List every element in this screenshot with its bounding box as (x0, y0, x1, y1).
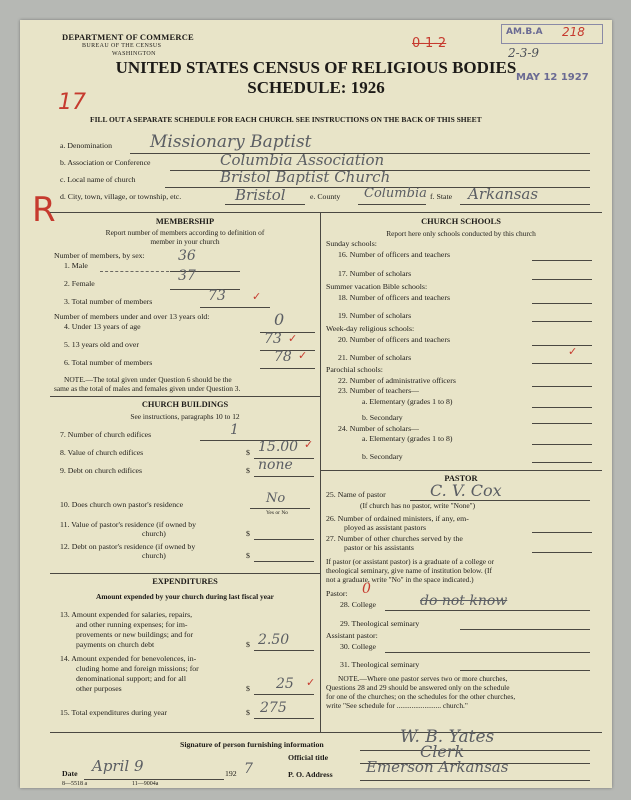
q6-value: 78 (274, 349, 292, 365)
q29-label: 29. Theological seminary (340, 619, 420, 628)
q5-label: 5. 13 years old and over (64, 340, 139, 349)
q25-hint: (If church has no pastor, write "None") (360, 501, 476, 510)
q18-label: 18. Number of officers and teachers (338, 293, 451, 302)
city-name: WASHINGTON (112, 51, 156, 57)
q7-label: 7. Number of church edifices (60, 430, 152, 439)
q4-label: 4. Under 13 years of age (64, 322, 141, 331)
q13-label-2: and other running expenses; for im- (76, 620, 188, 629)
local-name-label: c. Local name of church (60, 175, 136, 184)
q30-label: 30. College (340, 642, 376, 651)
q24-label: 24. Number of scholars— (338, 424, 419, 433)
q1-label: 1. Male (64, 261, 88, 270)
q15-label: 15. Total expenditures during year (60, 708, 167, 717)
handwritten-date: 2-3-9 (508, 46, 540, 60)
year-printed: 192 (225, 769, 237, 778)
q11-label-cont: church) (142, 529, 166, 538)
membership-intro-1: Report number of members according to definition of (105, 228, 265, 237)
local-name-value: Bristol Baptist Church (220, 168, 391, 186)
graduate-note-3: not a graduate, write "No" in the space indicated.) (326, 575, 474, 584)
q24b-label: b. Secondary (362, 452, 403, 461)
official-title-label: Official title (288, 753, 329, 762)
pastor-graduate-value: 0 (362, 581, 371, 597)
signature-label: Signature of person furnishing information (180, 740, 324, 749)
crossed-mark: 0-1-2 (412, 36, 447, 51)
year-handwritten: 7 (244, 761, 253, 777)
q31-label: 31. Theological seminary (340, 660, 420, 669)
q4-value: 0 (274, 310, 285, 329)
q27-label: 27. Number of other churches served by the (326, 534, 463, 543)
form-subtitle: SCHEDULE: 1926 (247, 78, 385, 97)
state-label: f. State (430, 192, 453, 201)
association-value: Columbia Association (220, 151, 385, 169)
print-code: 11—9004a (132, 781, 159, 787)
association-label: b. Association or Conference (60, 158, 151, 167)
q3-label: 3. Total number of members (64, 297, 153, 306)
q24a-label: a. Elementary (grades 1 to 8) (362, 434, 453, 443)
q10-value: No (266, 491, 286, 506)
sunday-schools-label: Sunday schools: (326, 239, 377, 248)
assistant-pastor-subheading: Assistant pastor: (326, 631, 378, 640)
q15-value: 275 (260, 700, 287, 716)
q23b-label: b. Secondary (362, 413, 403, 422)
q14-label: 14. Amount expended for benevolences, in- (60, 654, 197, 663)
weekday-schools-label: Week-day religious schools: (326, 324, 415, 333)
q3-value: 73 (208, 288, 226, 304)
q23-label: 23. Number of teachers— (338, 386, 419, 395)
county-value: Columbia (364, 186, 427, 201)
denomination-label: a. Denomination (60, 141, 112, 150)
by-sex-label: Number of members, by sex: (54, 251, 145, 260)
q3-check-mark: ✓ (252, 290, 262, 303)
date-value: April 9 (92, 757, 144, 775)
buildings-heading: CHURCH BUILDINGS (141, 400, 229, 409)
buildings-intro: See instructions, paragraphs 10 to 12 (130, 412, 240, 421)
graduate-note-2: theological seminary, give name of institution below. (If (326, 566, 492, 575)
q5-check-mark: ✓ (288, 332, 298, 345)
q26-label: 26. Number of ordained ministers, if any, em- (326, 514, 469, 523)
q21-label: 21. Number of scholars (338, 353, 412, 362)
q22-label: 22. Number of administrative officers (338, 376, 456, 385)
summer-schools-label: Summer vacation Bible schools: (326, 282, 428, 291)
membership-intro-2: member in your church (150, 237, 220, 246)
q23a-label: a. Elementary (grades 1 to 8) (362, 397, 453, 406)
q21-check-mark: ✓ (568, 345, 578, 358)
pastor-note-4: write "See schedule for ........................ church." (326, 701, 468, 710)
q27-label-cont: pastor or his assistants (344, 543, 414, 552)
q10-label: 10. Does church own pastor's residence (60, 500, 184, 509)
pastor-note-1: NOTE.—Where one pastor serves two or more churches, (338, 674, 508, 683)
q14-value: 25 (276, 676, 294, 692)
pastor-heading: PASTOR (444, 474, 478, 483)
q11-label: 11. Value of pastor's residence (if owned by (60, 520, 197, 529)
stamp-date: MAY 12 1927 (516, 72, 589, 83)
date-label: Date (62, 769, 78, 778)
q14-label-3: denominational support; and for all (76, 674, 186, 683)
pastor-note-2: Questions 28 and 29 should be answered only on the schedule (326, 683, 510, 692)
signature-value: W. B. Yates (400, 727, 495, 747)
q5-value: 73 (264, 331, 282, 347)
q14-dollar: $ (246, 684, 250, 693)
pastor-subheading: Pastor: (326, 589, 348, 598)
q9-label: 9. Debt on church edifices (60, 466, 143, 475)
graduate-note-1: If pastor (or assistant pastor) is a graduate of a college or (326, 557, 495, 566)
q2-label: 2. Female (64, 279, 95, 288)
state-value: Arkansas (468, 185, 539, 203)
q8-label: 8. Value of church edifices (60, 448, 144, 457)
q19-label: 19. Number of scholars (338, 311, 412, 320)
q25-label: 25. Name of pastor (326, 490, 386, 499)
red-number-mark: 17 (58, 90, 86, 115)
stamp-code: AM.B.A (506, 27, 543, 37)
county-label: e. County (310, 192, 341, 201)
q12-label-cont: church) (142, 551, 166, 560)
q15-dollar: $ (246, 708, 250, 717)
denomination-value: Missionary Baptist (150, 132, 312, 152)
q16-label: 16. Number of officers and teachers (338, 250, 451, 259)
q20-label: 20. Number of officers and teachers (338, 335, 451, 344)
q26-label-cont: ployed as assistant pastors (344, 523, 427, 532)
schools-intro: Report here only schools conducted by this church (386, 229, 536, 238)
age-group-label: Number of members under and over 13 years old: (54, 312, 210, 321)
form-code: 8—5518 a (62, 781, 88, 787)
q9-dollar: $ (246, 466, 250, 475)
q14-label-2: cluding home and foreign missions; for (76, 664, 199, 673)
q13-label: 13. Amount expended for salaries, repairs, (60, 610, 193, 619)
bureau-name: BUREAU OF THE CENSUS (82, 43, 162, 49)
q8-check-mark: ✓ (304, 438, 314, 451)
q25-value: C. V. Cox (430, 481, 502, 500)
form-title: UNITED STATES CENSUS OF RELIGIOUS BODIES (115, 58, 517, 77)
schools-heading: CHURCH SCHOOLS (421, 217, 501, 226)
q8-dollar: $ (246, 448, 250, 457)
q11-dollar: $ (246, 529, 250, 538)
q13-label-4: payments on church debt (76, 640, 155, 649)
q10-hint: Yes or No (266, 510, 289, 516)
pastor-note-3: for one of the churches; on the schedules for the other churches, (326, 692, 516, 701)
q13-value: 2.50 (258, 632, 290, 648)
instruction-line: FILL OUT A SEPARATE SCHEDULE FOR EACH CHURCH. SEE INSTRUCTIONS ON THE BACK OF THIS SHEET (90, 115, 482, 124)
q14-label-4: other purposes (76, 684, 122, 693)
parochial-schools-label: Parochial schools: (326, 365, 383, 374)
q28-label: 28. College (340, 600, 376, 609)
q28-value: do not know (420, 593, 508, 609)
q2-value: 37 (178, 268, 196, 284)
q9-value: none (258, 457, 293, 473)
census-schedule-sheet (20, 20, 612, 788)
official-title-value: Clerk (420, 742, 465, 761)
q6-label: 6. Total number of members (64, 358, 153, 367)
expenditures-heading: EXPENDITURES (152, 577, 218, 586)
department-name: DEPARTMENT OF COMMERCE (62, 32, 194, 42)
q8-value: 15.00 (258, 439, 299, 455)
membership-heading: MEMBERSHIP (155, 217, 215, 226)
q1-value: 36 (178, 248, 196, 264)
q13-dollar: $ (246, 640, 250, 649)
red-letter-mark: R (32, 190, 56, 230)
q6-check-mark: ✓ (298, 349, 308, 362)
city-value: Bristol (235, 186, 286, 204)
city-label: d. City, town, village, or township, etc. (60, 192, 182, 201)
q12-dollar: $ (246, 551, 250, 560)
q7-value: 1 (230, 422, 239, 438)
expenditures-intro: Amount expended by your church during last fiscal year (96, 592, 274, 601)
address-label: P. O. Address (288, 770, 333, 779)
address-value: Emerson Arkansas (366, 758, 509, 776)
q13-label-3: provements or new buildings; and for (76, 630, 194, 639)
q17-label: 17. Number of scholars (338, 269, 412, 278)
membership-note-2: same as the total of males and females given under Question 3. (54, 384, 241, 393)
membership-note-1: NOTE.—The total given under Question 6 should be the (64, 375, 232, 384)
q14-check-mark: ✓ (306, 676, 316, 689)
q12-label: 12. Debt on pastor's residence (if owned by (60, 542, 196, 551)
stamp-number: 218 (562, 25, 585, 39)
